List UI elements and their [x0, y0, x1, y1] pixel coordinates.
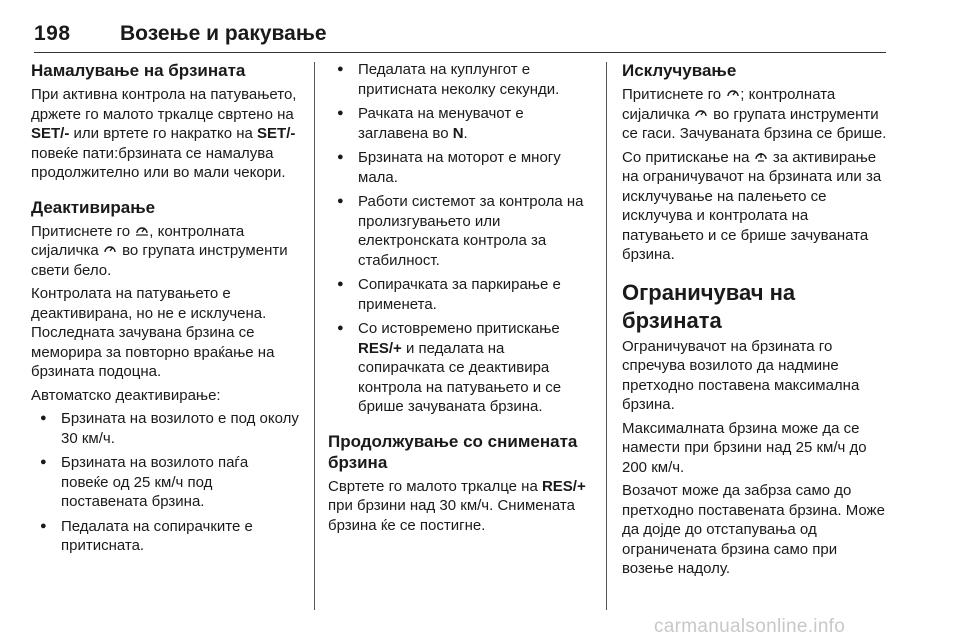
paragraph-deactivate: Притиснете го , контролната сијаличка во групата инструменти свети бело. — [31, 222, 288, 279]
paragraph-auto-deactivate: Автоматско деактивирање: — [31, 386, 221, 404]
list-item: ● Сопирачката за паркирање е применета. — [328, 275, 590, 314]
column-divider-2 — [606, 62, 607, 610]
list-item: ● Брзината на моторот е многу мала. — [328, 148, 590, 187]
list-item: ● Педалата на куплунгот е притисната неколку секунди. — [328, 60, 590, 99]
list-item: ● Брзината на возилото е под околу 30 км/ч. — [31, 409, 299, 448]
paragraph-limiter-switch: Со притискање на за активирање на ограничувачот на брзината или за исклучување на палењето се исклучува и контролата на патувањето и се брише зачуваната брзина. — [622, 148, 882, 263]
paragraph-switch-off: Притиснете го ; контролната сијаличка во групата инструменти се гаси. Зачуваната брзина се брише. — [622, 86, 887, 142]
res-plus-label: RES/+ — [541, 477, 586, 495]
heading-speed-limiter: Ограничувач на брзината — [622, 279, 796, 333]
page-header — [34, 22, 886, 50]
set-minus-label: SET/- — [257, 125, 296, 142]
column-divider-1 — [314, 62, 315, 610]
auto-deactivate-list-continued — [328, 60, 590, 417]
paragraph-limiter-behaviour: Возачот може да забрза само до претходно поставената брзина. Може да дојде до отстапувања од ограничената брзина само при возење надолу. — [622, 482, 885, 577]
cruise-control-icon — [725, 85, 740, 105]
set-minus-label: SET/- — [31, 125, 70, 142]
list-item: ● Педалата на сопирачките е притисната. — [31, 517, 299, 556]
page-title: Возење и ракување — [120, 22, 327, 45]
list-item: ● Работи системот за контрола на пролизгувањето или електронската контрола за стабилност. — [328, 192, 590, 270]
heading-deactivate: Деактивирање — [31, 197, 156, 217]
column-2 — [328, 60, 590, 539]
speed-limiter-icon — [754, 148, 769, 168]
paragraph-resume-speed: Свртете го малото тркалце на RES/+ при брзини над 30 км/ч. Снимената брзина ќе се постигне. — [328, 477, 586, 534]
page-number: 198 — [34, 22, 71, 45]
paragraph-deactivated-state: Контролата на патувањето е деактивирана, но не е исклучена. Последната зачувана брзина се меморира за повторно враќање на брзината подоцна. — [31, 285, 275, 380]
list-item: ● Рачката на менувачот е заглавена во N. — [328, 104, 590, 143]
list-item: ● Брзината на возилото паѓа повеќе од 25 км/ч под поставената брзина. — [31, 453, 299, 512]
list-item: ● Со истовремено притискање RES/+ и педалата на сопирачката се деактивира контрола на патувањето и се брише зачуваната брзина. — [328, 319, 590, 417]
cruise-control-lamp-icon — [694, 105, 709, 125]
res-plus-label: RES/+ — [358, 339, 402, 357]
heading-switch-off: Исклучување — [622, 61, 737, 80]
cruise-control-lamp-icon — [103, 241, 118, 261]
heading-reduce-speed: Намалување на брзината — [31, 61, 246, 80]
watermark: carmanualsonline.info — [654, 616, 846, 637]
paragraph-limiter-intro: Ограничувачот на брзината го спречува возилото да надмине претходно поставена максимална брзина. — [622, 337, 860, 413]
header-divider — [34, 52, 886, 53]
heading-resume-speed: Продолжување со снимената брзина — [328, 431, 578, 472]
paragraph-reduce-speed: При активна контрола на патувањето, држете го малото тркалце свртено на SET/- или вртете го накратко на SET/- повеќе пати:брзината се намалува продолжително или во мали чекори. — [31, 86, 297, 181]
column-3 — [622, 60, 892, 583]
column-1 — [31, 60, 299, 561]
cruise-control-icon — [134, 222, 149, 242]
gear-n-label: N — [452, 124, 464, 142]
auto-deactivate-list — [31, 409, 299, 556]
paragraph-limiter-range: Максималната брзина може да се намести при брзини над 25 км/ч до 200 км/ч. — [622, 419, 867, 476]
